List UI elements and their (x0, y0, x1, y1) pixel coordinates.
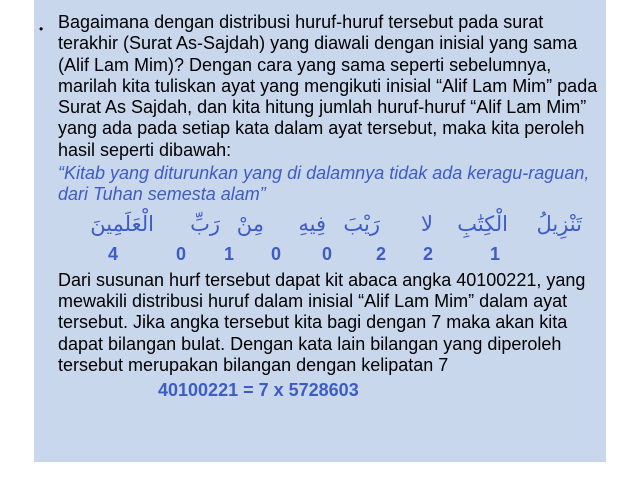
intro-paragraph: Bagaimana dengan distribusi huruf-huruf tersebut pada surat terakhir (Surat As-Sajdah) yang diawali dengan inisial yang sama (Alif Lam Mim)? Dengan cara yang sama seperti sebelumnya, marilah kita tuliskan ayat yang mengikuti inisial “Alif Lam Mim” pada Surat As Sajdah, dan kita hitung jumlah huruf-huruf “Alif Lam Mim” yang ada pada setiap kata dalam ayat tersebut, maka kita peroleh hasil seperti dibawah: (58, 12, 598, 160)
letter-count: 0 (176, 243, 187, 264)
explanation-paragraph: Dari susunan hurf tersebut dapat kit abaca angka 40100221, yang mewakili distribusi huruf dalam inisial “Alif Lam Mim” dalam ayat tersebut. Jika angka tersebut kita bagi dengan 7 maka akan kita dapat bilangan bulat. Dengan kata lain bilangan yang diperoleh tersebut merupakan bilangan dengan kelipatan 7 (58, 269, 586, 375)
arabic-word: الْعَلَمِينَ (90, 211, 154, 236)
arabic-word: الْكِتَٰبِ (457, 211, 508, 236)
slide-background (34, 0, 606, 462)
arabic-word: رَبِّ (190, 211, 220, 236)
slide-content (39, 12, 598, 401)
letter-count: 2 (423, 243, 434, 264)
equation: 40100221 = 7 x 5728603 (158, 380, 359, 401)
arabic-word: مِنْ (236, 211, 264, 236)
letter-count: 0 (322, 243, 333, 264)
bullet-icon: • (39, 22, 44, 36)
arabic-word: فِيهِ (298, 211, 326, 236)
letter-count: 1 (224, 243, 235, 264)
arabic-verse (58, 208, 598, 244)
letter-count: 1 (490, 243, 501, 264)
letter-count-row (58, 244, 598, 268)
letter-count: 0 (271, 243, 282, 264)
letter-count: 4 (108, 243, 119, 264)
arabic-word: تَنْزِيلُ (536, 211, 582, 236)
letter-count: 2 (376, 243, 387, 264)
verse-translation: “Kitab yang diturunkan yang di dalamnya tidak ada keragu-raguan, dari Tuhan semesta alam” (58, 163, 590, 205)
arabic-word: لا (421, 211, 433, 236)
arabic-word: رَيْبَ (343, 211, 380, 236)
